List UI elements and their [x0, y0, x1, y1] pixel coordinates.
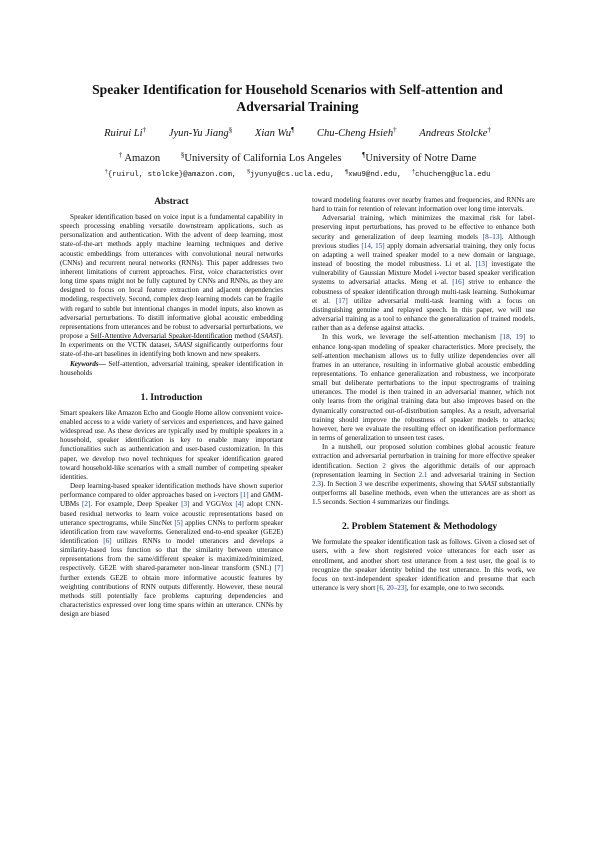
title-line-2: Adversarial Training	[236, 99, 359, 114]
affiliation-list	[40, 151, 555, 164]
author: Xian Wu¶	[254, 126, 295, 139]
section-ref-link[interactable]: 4	[372, 498, 376, 507]
abstract-heading: Abstract	[154, 196, 189, 206]
citation-link[interactable]: [13]	[475, 260, 488, 269]
citation-link[interactable]: [4]	[235, 500, 244, 509]
paragraph: Adversarial training, which minimizes the maximal risk for label-preserving input perturbations, has proved to be effective to enhance both security and generalization of deep learning models [8–13]. Although previous studies [14, 15] apply domain adversarial training, they only focus on adapting a well trained speaker model to a new domain or language, instead of boosting the model robustness. Li et al. [13] investigate the vulnerability of Gaussian Mixture Model i-vector based speaker verification systems to adversarial attacks. Meng et al. [16] strive to enhance the robustness of speaker identification through multi-task learning. Suthokumar et al. [17] utilize adversarial multi-task learning with a focus on distinguishing genuine and replayed speech. In this paper, we will use adversarial training as a tool to enhance the generalization of trained models, rather than as a defense against attacks.	[312, 214, 536, 333]
email-list	[20, 168, 575, 179]
affiliation: † Amazon	[118, 151, 161, 164]
author: Chu-Cheng Hsieh†	[316, 126, 397, 139]
author-list	[40, 126, 555, 139]
keywords: Keywords— Self-attention, adversarial training, speaker identification in households	[60, 359, 283, 377]
citation-link[interactable]: [17]	[335, 296, 348, 305]
email: ¶xwu9@nd.edu,	[344, 168, 402, 179]
section-ref-link[interactable]: 2	[382, 461, 386, 470]
affiliation: §University of California Los Angeles	[180, 151, 342, 164]
section-heading-introduction: 1. Introduction	[140, 391, 203, 403]
citation-link[interactable]: [6]	[103, 537, 112, 545]
method-abbr: SAASI	[260, 332, 279, 341]
section-ref-link[interactable]: 2.1	[418, 470, 428, 479]
paragraph: In a nutshell, our proposed solution combines global acoustic feature extraction and adversarial perturbation in training for more effective speaker identification. Section 2 gives the algorithmic details of our approach (representation learning in Section 2.1 and adversarial training in Section 2.3). In Section 3 we describe experiments, showing that SAASI substantially outperforms all baseline methods, even when the utterances are as short as 1.5 seconds. Section 4 summarizes our findings.	[312, 443, 535, 507]
left-column	[60, 196, 283, 619]
email: †{ruirul, stolcke}@amazon.com,	[104, 168, 237, 179]
citation-link[interactable]: [5]	[174, 518, 183, 527]
author: Jyun-Yu Jiang§	[168, 126, 233, 139]
paragraph: We formulate the speaker identification task as follows. Given a closed set of users, with a few short registered voice utterances for each user as enrollment, and another short test utterance from a test user, the goal is to recognize the speaker identity behind the test utterance. In this work, we focus on text-independent speaker identification and presume that each utterance is very short [6, 20–23], for example, one to two seconds.	[312, 538, 535, 593]
paper-title	[60, 81, 535, 115]
section-ref-link[interactable]: 2.3	[312, 479, 321, 488]
citation-link[interactable]: [14, 15]	[361, 241, 385, 250]
email: †chucheng@ucla.edu	[411, 168, 491, 179]
method-name: Self-Attentive Adversarial Speaker-Identification	[90, 332, 233, 341]
right-column	[312, 196, 535, 593]
section-ref-link[interactable]: 3	[358, 479, 363, 488]
citation-link[interactable]: [8–13]	[482, 232, 502, 241]
paragraph: In this work, we leverage the self-attention mechanism [18, 19] to enhance long-span modeling of speaker characteristics. More precisely, the self-attention mechanism allows us to fully utilize dependencies over all frames in an utterance, resulting in informative global acoustic embedding representations. To enhance generalization and robustness, we incorporate small but deliberate perturbations to the input spectrograms of training utterances. The model is then trained in an adversarial manner, which not only learns from the original training data but also improves based on the dynamically constructed out-of-distribution samples. As a result, adversarial training should improve the robustness of speaker models to attacks; however, here we evaluate the resulting effect on identification performance in terms of generalization to unseen test cases.	[312, 333, 536, 443]
title-line-1: Speaker Identification for Household Scenarios with Self-attention and	[92, 82, 503, 97]
paragraph: Deep learning-based speaker identification methods have shown superior performance compared to older approaches based on i-vectors [1] and GMM-UBMs [2]. For example, Deep Speaker [3] and VGGVox [4] adopt CNN-based residual networks to learn voice acoustic representations based on utterance spectrograms, while SincNet [5] applies CNNs to perform speaker identification from raw waveforms. Generalized end-to-end speaker (GE2E) identification [6] utilizes RNNs to model utterances and develops a similarity-based loss function so that the similarity between utterance representations from the same/different speaker is maximized/minimized, respectively. GE2E with shared-parameter non-linear transform (SNL) [7] further extends GE2E to obtain more informative acoustic features by weighting contributions of RNN outputs differently. However, these neural methods still potentially face problems capturing dependencies and characteristics expressed over long time spans within an utterance. CNNs by design are biased	[60, 482, 284, 619]
author: Ruirui Li†	[104, 126, 147, 139]
author: Andreas Stolcke†	[419, 126, 491, 139]
citation-link[interactable]: [2]	[82, 500, 91, 509]
section-heading-methodology: 2. Problem Statement & Methodology	[342, 521, 498, 533]
citation-link[interactable]: [6, 20–23]	[377, 584, 407, 593]
citation-link[interactable]: [18, 19]	[500, 333, 526, 342]
paragraph: toward modeling features over nearby frames and frequencies, and RNNs are hard to train for retention of relevant information over long time intervals.	[312, 196, 535, 214]
abstract-text: Speaker identification based on voice input is a fundamental capability in speech processing enabling versatile downstream applications, such as personalization and authentication. With the advent of deep learning, most state-of-the-art methods apply machine learning techniques and derive acoustic embeddings from utterances with convolutional neural networks (CNNs) and recurrent neural networks (RNNs). This paper addresses two inherent limitations of current approaches. First, voice characteristics over long time spans might not be fully captured by CNNs and RNNs, as they are designed to focus on local feature extraction and adjacent dependencies modeling, respectively. Second, complex deep learning models can be fragile with regard to subtle but intentional changes in model inputs, also known as adversarial perturbations. To distill informative global acoustic embedding representations from utterances and be robust to adversarial perturbations, we propose a Self-Attentive Adversarial Speaker-Identification method (SAASI). In experiments on the VCTK dataset, SAASI significantly outperforms four state-of-the-art baselines in identifying both known and new speakers.	[60, 213, 283, 359]
citation-link[interactable]: [1]	[240, 491, 249, 500]
paragraph: Smart speakers like Amazon Echo and Google Home allow convenient voice-enabled access to a wide variety of services and experiences, and have gained widespread use. As these devices are typically used by multiple speakers in a household, speaker identification is key to enable many important functionalities such as authentication and user-based customization. In this paper, we develop two novel techniques for speaker identification geared toward household-like scenarios with a small number of competing speaker identities.	[60, 408, 283, 481]
citation-link[interactable]: [3]	[181, 500, 190, 509]
citation-link[interactable]: [16]	[452, 278, 465, 287]
affiliation: ¶University of Notre Dame	[362, 151, 477, 164]
citation-link[interactable]: [7]	[274, 564, 283, 573]
email: §jyunyu@cs.ucla.edu,	[246, 168, 335, 179]
